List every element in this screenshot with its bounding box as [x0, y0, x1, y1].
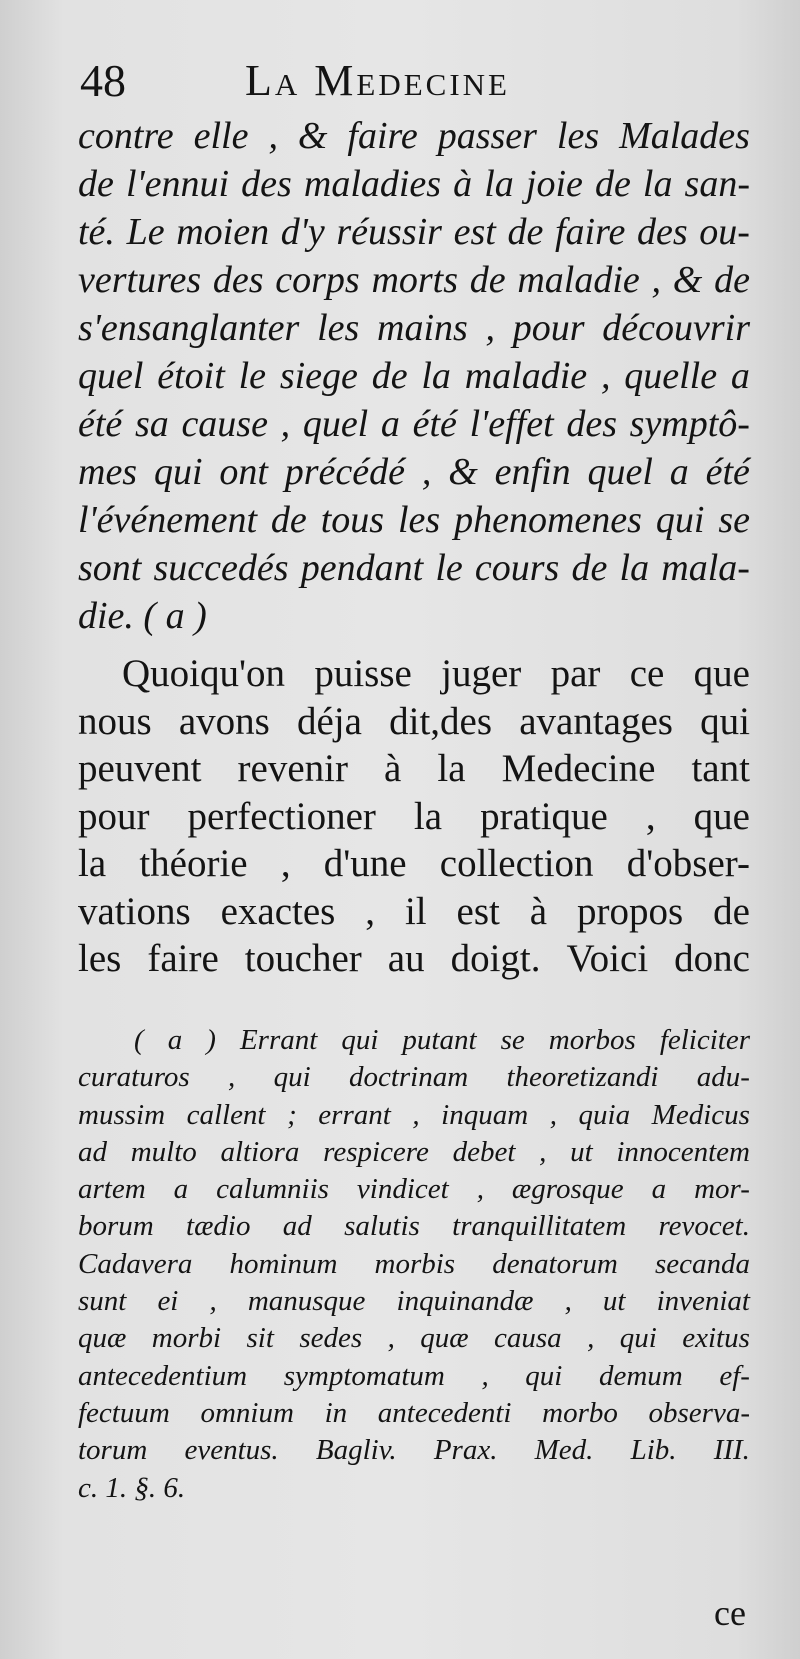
- text-line: nous avons déja dit,des avantages qui: [78, 699, 750, 743]
- text-line: les faire toucher au doigt. Voici donc: [78, 937, 750, 980]
- footnote-line: ad multo altiora respicere debet , ut innocentem: [78, 1135, 750, 1168]
- footnote-line: antecedentium symptomatum , qui demum ef-: [78, 1359, 750, 1392]
- text-line: vations exactes , il est à propos de: [78, 889, 750, 933]
- text-line: die. ( a ): [78, 595, 207, 637]
- text-line: Quoiqu'on puisse juger par ce que: [122, 652, 750, 695]
- text-line: été sa cause , quel a été l'effet des symptô-: [78, 403, 750, 445]
- catchword: ce: [714, 1593, 746, 1633]
- footnote-line: sunt ei , manusque inquinandæ , ut inveniat: [78, 1285, 750, 1318]
- main-text: [78, 112, 750, 983]
- roman-paragraph: [78, 650, 750, 983]
- footnote-line: Cadavera hominum morbis denatorum secanda: [78, 1247, 750, 1280]
- footnote-line: c. 1. §. 6.: [78, 1471, 186, 1504]
- page-header: [80, 52, 740, 110]
- running-title: La Medecine: [245, 56, 510, 105]
- text-line: contre elle , & faire passer les Malades: [78, 115, 750, 157]
- footnote: [78, 1022, 750, 1507]
- text-line: de l'ennui des maladies à la joie de la san-: [78, 163, 750, 205]
- text-line: quel étoit le siege de la maladie , quelle a: [78, 355, 750, 397]
- footnote-line: borum tædio ad salutis tranquillitatem revocet.: [78, 1210, 750, 1243]
- footnote-line: fectuum omnium in antecedenti morbo observa-: [78, 1396, 750, 1429]
- italic-paragraph: [78, 112, 750, 640]
- page-number: 48: [80, 55, 126, 106]
- text-line: peuvent revenir à la Medecine tant: [78, 747, 750, 790]
- footnote-line: mussim callent ; errant , inquam , quia Medicus: [78, 1098, 750, 1131]
- text-line: té. Le moien d'y réussir est de faire des ou-: [78, 211, 750, 253]
- text-line: sont succedés pendant le cours de la mala-: [78, 547, 750, 589]
- text-line: l'événement de tous les phenomenes qui se: [78, 499, 750, 541]
- footnote-line: artem a calumniis vindicet , ægrosque a mor-: [78, 1173, 750, 1206]
- footnote-line: torum eventus. Bagliv. Prax. Med. Lib. III.: [78, 1434, 750, 1467]
- footnote-line: curaturos , qui doctrinam theoretizandi adu-: [78, 1061, 750, 1094]
- text-line: pour perfectioner la pratique , que: [78, 794, 750, 838]
- footnote-line: ( a ) Errant qui putant se morbos feliciter: [134, 1024, 750, 1056]
- text-line: la théorie , d'une collection d'obser-: [78, 842, 750, 885]
- footnote-line: quæ morbi sit sedes , quæ causa , qui exitus: [78, 1322, 750, 1355]
- text-line: s'ensanglanter les mains , pour découvrir: [78, 307, 750, 349]
- text-line: mes qui ont précédé , & enfin quel a été: [78, 451, 750, 493]
- text-line: vertures des corps morts de maladie , & de: [78, 259, 750, 301]
